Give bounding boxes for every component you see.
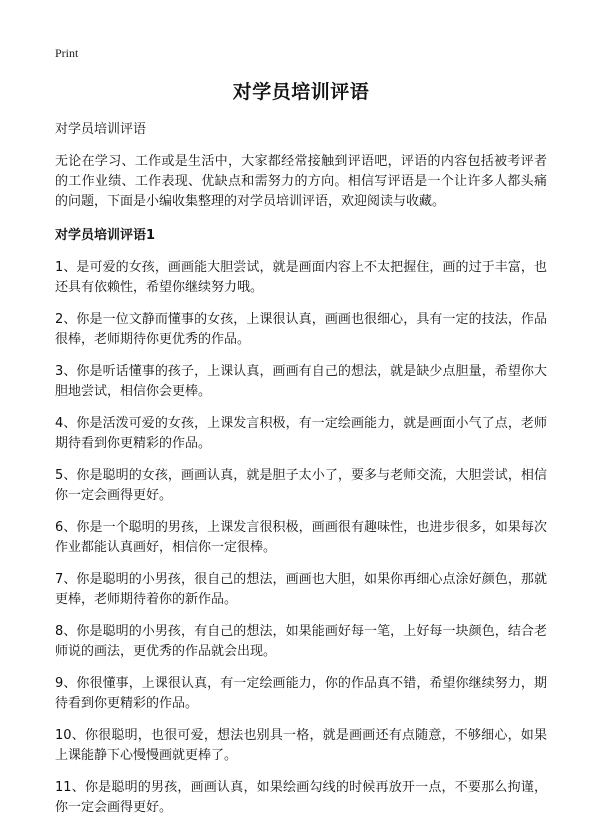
section-heading: 对学员培训评语1 — [55, 228, 156, 243]
comment-item: 8、你是聪明的小男孩，有自己的想法，如果能画好每一笔，上好每一块颜色，结合老师说的画法，更优秀的作品就会出现。 — [55, 624, 547, 659]
comment-item: 10、你很聪明，也很可爱，想法也别具一格，就是画画还有点随意，不够细心，如果上课能静下心慢慢画就更棒了。 — [55, 728, 547, 763]
comment-item: 4、你是活泼可爱的女孩，上课发言积极，有一定绘画能力，就是画面小气了点，老师期待看到你更精彩的作品。 — [55, 416, 547, 451]
comment-item: 2、你是一位文静而懂事的女孩，上课很认真，画画也很细心，具有一定的技法，作品很棒，老师期待你更优秀的作品。 — [55, 312, 547, 347]
comment-item: 6、你是一个聪明的男孩，上课发言很积极，画画很有趣味性，也进步很多，如果每次作业都能认真画好，相信你一定很棒。 — [55, 520, 547, 555]
document-subtitle: 对学员培训评语 — [55, 122, 147, 137]
comment-item: 7、你是聪明的小男孩，很自己的想法，画画也大胆，如果你再细心点涂好颜色，那就更棒，老师期待着你的新作品。 — [55, 572, 547, 607]
print-link[interactable]: Print — [55, 46, 79, 60]
comment-item: 1、是可爱的女孩，画画能大胆尝试，就是画面内容上不太把握住，画的过于丰富，也还具有依赖性，希望你继续努力哦。 — [55, 260, 547, 295]
comment-item: 9、你很懂事，上课很认真，有一定绘画能力，你的作品真不错，希望你继续努力，期待看到你更精彩的作品。 — [55, 676, 547, 711]
intro-paragraph: 无论在学习、工作或是生活中，大家都经常接触到评语吧，评语的内容包括被考评者的工作业绩、工作表现、优缺点和需努力的方向。相信写评语是一个让许多人都头痛的问题，下面是小编收集整理的对学员培训评语，欢迎阅读与收藏。 — [55, 154, 547, 209]
document — [55, 78, 547, 830]
comment-item: 11、你是聪明的男孩，画画认真，如果绘画勾线的时候再放开一点，不要那么拘谨，你一定会画得更好。 — [55, 780, 547, 815]
comment-item: 5、你是聪明的女孩，画画认真，就是胆子太小了，要多与老师交流，大胆尝试，相信你一定会画得更好。 — [55, 468, 547, 503]
comment-item: 3、你是听话懂事的孩子，上课认真，画画有自己的想法，就是缺少点胆量，希望你大胆地尝试，相信你会更棒。 — [55, 364, 547, 399]
page-title: 对学员培训评语 — [232, 81, 370, 103]
